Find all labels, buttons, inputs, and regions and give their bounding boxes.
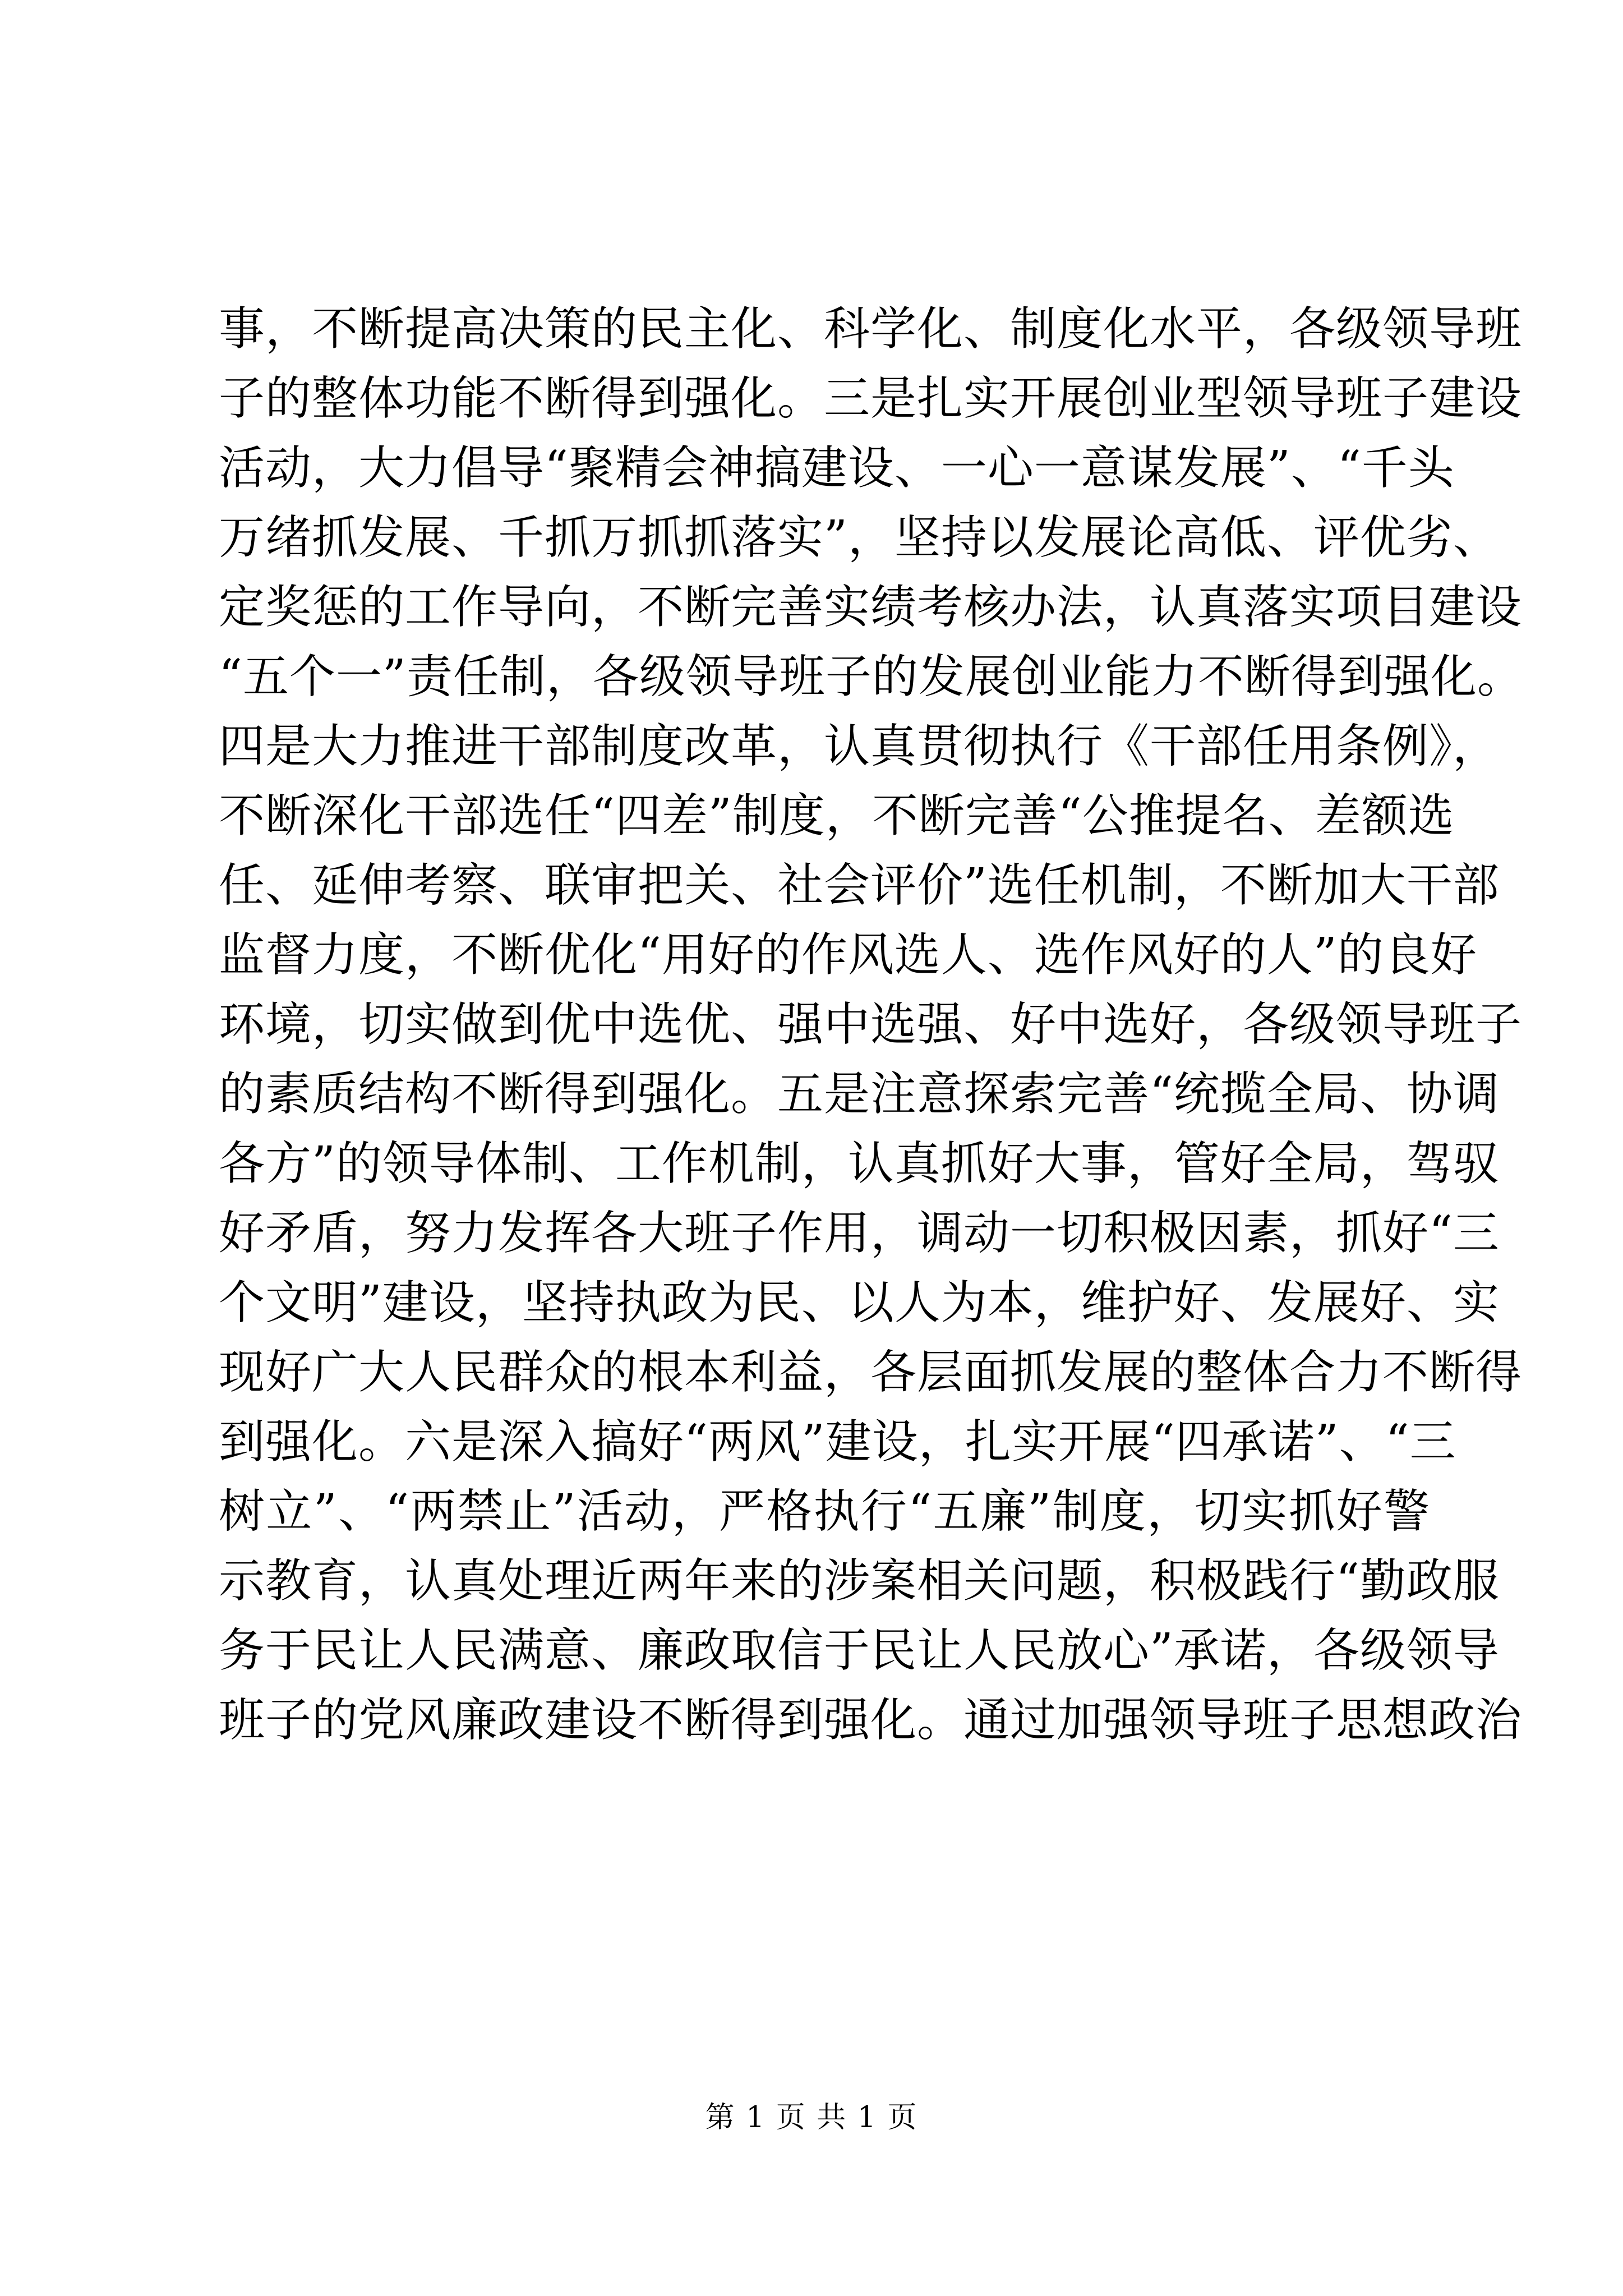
- text-line: 万绪抓发展、千抓万抓抓落实”，坚持以发展论高低、评优劣、: [219, 511, 1500, 564]
- text-line: 定奖惩的工作导向，不断完善实绩考核办法，认真落实项目建设: [219, 581, 1523, 634]
- text-line: 的素质结构不断得到强化。五是注意探索完善“统揽全局、协调: [219, 1068, 1500, 1121]
- text-line: 活动，大力倡导“聚精会神搞建设、一心一意谋发展”、“千头: [219, 441, 1455, 495]
- text-line: 个文明”建设，坚持执政为民、以人为本，维护好、发展好、实: [219, 1276, 1500, 1329]
- body-text: [219, 295, 1524, 1755]
- text-line: 监督力度，不断优化“用好的作风选人、选作风好的人”的良好: [219, 928, 1477, 982]
- text-line: 班子的党风廉政建设不断得到强化。通过加强领导班子思想政治: [219, 1694, 1523, 1747]
- page-footer: 第 1 页 共 1 页: [705, 2101, 918, 2134]
- text-line: 子的整体功能不断得到强化。三是扎实开展创业型领导班子建设: [219, 372, 1523, 425]
- text-line: 示教育，认真处理近两年来的涉案相关问题，积极践行“勤政服: [219, 1554, 1500, 1608]
- text-line: 不断深化干部选任“四差”制度，不断完善“公推提名、差额选: [219, 789, 1455, 843]
- text-line: 到强化。六是深入搞好“两风”建设，扎实开展“四承诺”、“三: [219, 1415, 1456, 1469]
- text-line: 务于民让人民满意、廉政取信于民让人民放心”承诺，各级领导: [219, 1624, 1500, 1677]
- text-line: 树立”、“两禁止”活动，严格执行“五廉”制度，切实抓好警: [219, 1485, 1430, 1538]
- text-line: 四是大力推进干部制度改革，认真贯彻执行《干部任用条例》，: [219, 720, 1500, 773]
- text-line: 好矛盾，努力发挥各大班子作用，调动一切积极因素，抓好“三: [219, 1207, 1500, 1260]
- text-line: 各方”的领导体制、工作机制，认真抓好大事，管好全局，驾驭: [219, 1137, 1500, 1190]
- text-line: 事，不断提高决策的民主化、科学化、制度化水平，各级领导班: [219, 302, 1523, 356]
- text-line: 现好广大人民群众的根本利益，各层面抓发展的整体合力不断得: [219, 1346, 1523, 1399]
- text-line: “五个一”责任制，各级领导班子的发展创业能力不断得到强化。: [219, 650, 1524, 703]
- text-line: 任、延伸考察、联审把关、社会评价”选任机制，不断加大干部: [219, 859, 1500, 912]
- text-line: 环境，切实做到优中选优、强中选强、好中选好，各级领导班子: [219, 998, 1523, 1051]
